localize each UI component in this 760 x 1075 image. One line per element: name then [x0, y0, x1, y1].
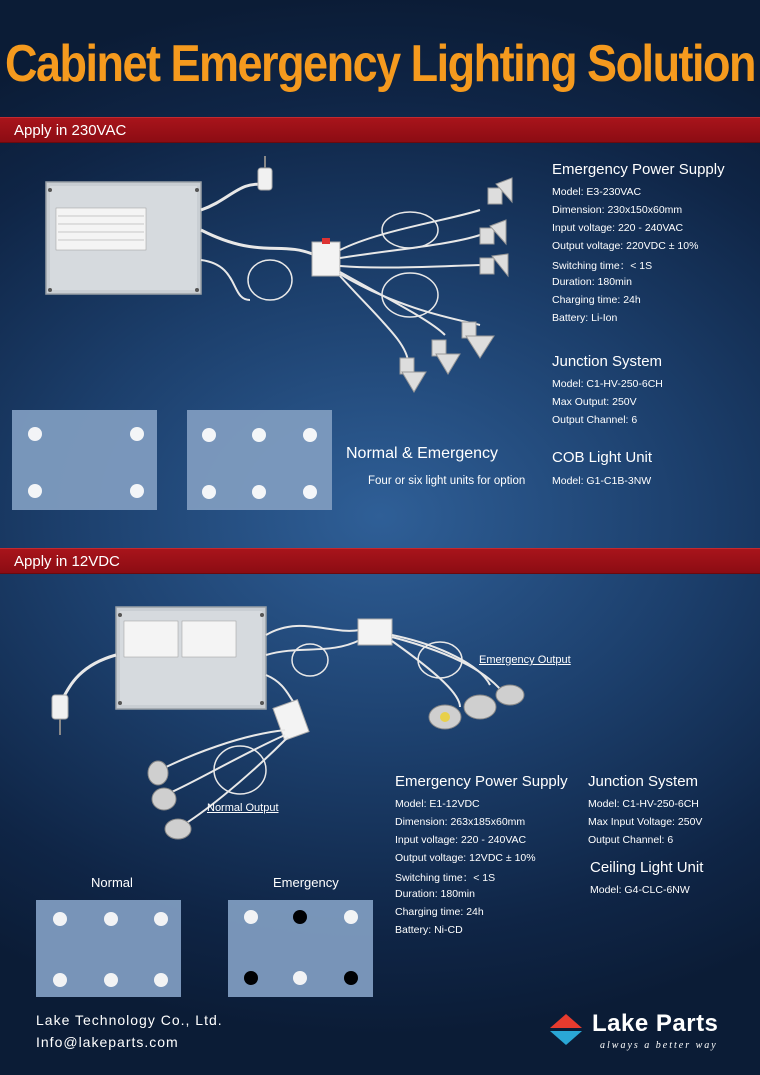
power-supply-230-line: Output voltage: 220VDC ± 10%	[552, 240, 699, 252]
light-dot-on	[303, 485, 317, 499]
power-supply-230-line: Dimension: 230x150x60mm	[552, 204, 683, 216]
power-supply-230-line: Switching time：< 1S	[552, 260, 653, 272]
emergency-kit-12vdc-illustration	[40, 595, 580, 850]
junction-230-heading: Junction System	[552, 353, 663, 370]
light-dot-on	[252, 485, 266, 499]
light-unit-230-heading: COB Light Unit	[552, 449, 653, 466]
light-unit-12-line: Model: G4-CLC-6NW	[590, 884, 690, 896]
power-supply-12-line: Output voltage: 12VDC ± 10%	[395, 852, 536, 864]
power-supply-12-line: Battery: Ni-CD	[395, 924, 463, 936]
light-dot-on	[154, 973, 168, 987]
emergency-six-light-layout	[228, 900, 373, 997]
company-name: Lake Technology Co., Ltd.	[36, 1012, 223, 1028]
junction-12-line: Max Input Voltage: 250V	[588, 816, 703, 828]
lake-parts-logo-icon	[548, 1012, 584, 1046]
power-supply-12-line: Charging time: 24h	[395, 906, 484, 918]
light-dot-on	[303, 428, 317, 442]
six-light-layout	[187, 410, 332, 510]
power-supply-230-line: Input voltage: 220 - 240VAC	[552, 222, 684, 234]
brand-name: Lake Parts	[592, 1010, 719, 1037]
emergency-kit-230vac-illustration	[40, 150, 540, 400]
emergency-output-label: Emergency Output	[479, 654, 571, 666]
light-dot-off	[244, 971, 258, 985]
light-dot-on	[53, 912, 67, 926]
power-supply-12-line: Switching time：< 1S	[395, 872, 496, 884]
power-supply-230-line: Charging time: 24h	[552, 294, 641, 306]
power-supply-12-heading: Emergency Power Supply	[395, 773, 568, 790]
section-band-label: Apply in 230VAC	[14, 122, 127, 139]
emergency-caption: Emergency	[273, 875, 339, 890]
light-dot-on	[202, 428, 216, 442]
junction-12-line: Model: C1-HV-250-6CH	[588, 798, 699, 810]
junction-230-line: Output Channel: 6	[552, 414, 638, 426]
light-dot-on	[28, 427, 42, 441]
section-band-label: Apply in 12VDC	[14, 553, 120, 570]
power-supply-230-line: Battery: Li-Ion	[552, 312, 618, 324]
power-supply-12-line: Duration: 180min	[395, 888, 475, 900]
page-title: Cabinet Emergency Lighting Solution	[4, 34, 756, 93]
section-band-12vdc	[0, 548, 760, 574]
light-unit-230-line: Model: G1-C1B-3NW	[552, 475, 652, 487]
four-light-layout	[12, 410, 157, 510]
power-supply-230-line: Model: E3-230VAC	[552, 186, 642, 198]
light-dot-on	[130, 427, 144, 441]
junction-12-heading: Junction System	[588, 773, 699, 790]
power-supply-230-line: Duration: 180min	[552, 276, 632, 288]
mode-heading: Normal & Emergency	[346, 445, 499, 462]
light-dot-on	[130, 484, 144, 498]
section-band-230vac	[0, 117, 760, 143]
power-supply-12-line: Input voltage: 220 - 240VAC	[395, 834, 527, 846]
light-dot-off	[293, 910, 307, 924]
light-dot-on	[104, 912, 118, 926]
normal-six-light-layout	[36, 900, 181, 997]
light-dot-on	[252, 428, 266, 442]
light-dot-on	[28, 484, 42, 498]
junction-230-line: Max Output: 250V	[552, 396, 637, 408]
company-email[interactable]: Info@lakeparts.com	[36, 1034, 179, 1050]
mode-subheading: Four or six light units for option	[368, 475, 526, 487]
power-supply-230-heading: Emergency Power Supply	[552, 161, 725, 178]
light-dot-on	[344, 910, 358, 924]
normal-caption: Normal	[91, 875, 133, 890]
light-dot-off	[344, 971, 358, 985]
junction-12-line: Output Channel: 6	[588, 834, 674, 846]
light-dot-on	[53, 973, 67, 987]
light-dot-on	[154, 912, 168, 926]
power-supply-12-line: Model: E1-12VDC	[395, 798, 480, 810]
junction-230-line: Model: C1-HV-250-6CH	[552, 378, 663, 390]
light-unit-12-heading: Ceiling Light Unit	[590, 859, 704, 876]
power-supply-12-line: Dimension: 263x185x60mm	[395, 816, 526, 828]
light-dot-on	[293, 971, 307, 985]
light-dot-on	[202, 485, 216, 499]
brand-tagline: always a better way	[600, 1040, 718, 1051]
light-dot-on	[104, 973, 118, 987]
normal-output-label: Normal Output	[207, 802, 279, 814]
light-dot-on	[244, 910, 258, 924]
